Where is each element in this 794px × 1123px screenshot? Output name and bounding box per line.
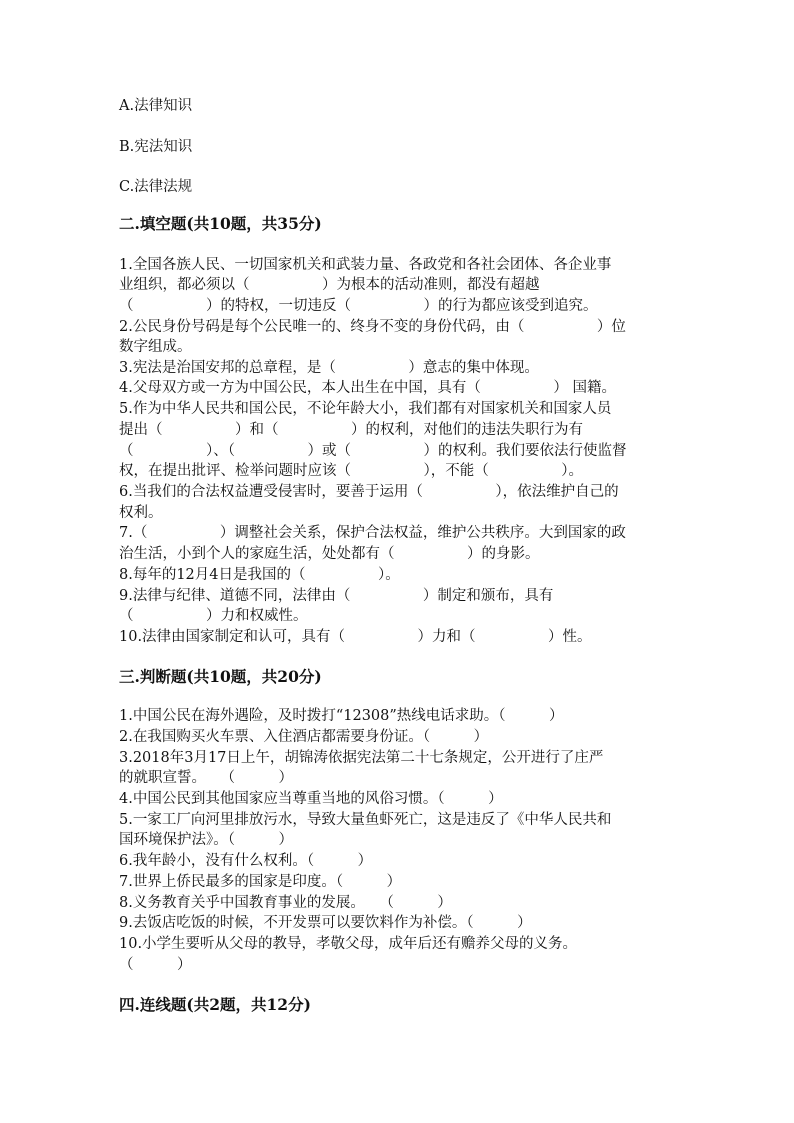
judge-line: 6.我年龄小，没有什么权利。（ ）	[119, 853, 373, 869]
judge-line: 8.义务教育关乎中国教育事业的发展。 （ ）	[119, 895, 452, 911]
option-c: C.法律法规	[119, 179, 193, 195]
option-a: A.法律知识	[119, 98, 193, 114]
fill-line: 数字组成。	[119, 339, 192, 355]
fill-line: 10.法律由国家制定和认可，具有（ ）力和（ ）性。	[119, 629, 592, 645]
fill-line: 权利。	[119, 505, 163, 521]
fill-line: 业组织，都必须以（ ）为根本的活动准则，都没有超越	[119, 277, 540, 293]
judge-line: 2.在我国购买火车票、入住酒店都需要身份证。（ ）	[119, 729, 489, 745]
judge-line: 4.中国公民到其他国家应当尊重当地的风俗习惯。（ ）	[119, 791, 503, 807]
fill-line: 7.（ ）调整社会关系，保护合法权益，维护公共秩序。大到国家的政	[119, 525, 626, 541]
fill-line: 9.法律与纪律、道德不同，法律由（ ）制定和颁布，具有	[119, 588, 554, 604]
judge-line: 7.世界上侨民最多的国家是印度。（ ）	[119, 874, 402, 890]
section-title-fill-in: 二.填空题(共10题，共35分)	[119, 214, 322, 233]
judge-line: 国环境保护法》。（ ）	[119, 832, 293, 848]
fill-line: （ ）力和权威性。	[119, 608, 308, 624]
fill-line: （ ）的特权，一切违反（ ）的行为都应该受到追究。	[119, 298, 598, 314]
fill-line: 权，在提出批评、检举问题时应该（ ），不能（ ）。	[119, 463, 583, 479]
fill-line: 8.每年的12月4日是我国的（ ）。	[119, 567, 400, 583]
fill-line: 3.宪法是治国安邦的总章程，是（ ）意志的集中体现。	[119, 360, 539, 376]
option-b: B.宪法知识	[119, 139, 193, 155]
judge-line: （ ）	[119, 957, 192, 973]
judge-line: 5.一家工厂向河里排放污水，导致大量鱼虾死亡，这是违反了《中华人民共和	[119, 812, 612, 828]
fill-line: 1.全国各族人民、一切国家机关和武装力量、各政党和各社会团体、各企业事	[119, 257, 612, 273]
judge-line: 9.去饭店吃饭的时候，不开发票可以要饮料作为补偿。（ ）	[119, 915, 532, 931]
judge-line: 3.2018年3月17日上午，胡锦涛依据宪法第二十七条规定，公开进行了庄严	[119, 750, 604, 766]
fill-line: 治生活，小到个人的家庭生活，处处都有（ ）的身影。	[119, 546, 540, 562]
judge-line: 10.小学生要听从父母的教导，孝敬父母，成年后还有赡养父母的义务。	[119, 936, 578, 952]
fill-line: 6.当我们的合法权益遭受侵害时，要善于运用（ ），依法维护自己的	[119, 484, 619, 500]
fill-line: 5.作为中华人民共和国公民，不论年龄大小，我们都有对国家机关和国家人员	[119, 401, 612, 417]
judge-line: 1.中国公民在海外遇险，及时拨打“12308”热线电话求助。（ ）	[119, 708, 564, 724]
fill-line: （ ）、（ ）或（ ）的权利。我们要依法行使监督	[119, 443, 627, 459]
fill-line: 提出（ ）和（ ）的权利，对他们的违法失职行为有	[119, 422, 583, 438]
fill-line: 2.公民身份号码是每个公民唯一的、终身不变的身份代码，由（ ）位	[119, 319, 626, 335]
judge-line: 的就职宣誓。 （ ）	[119, 770, 293, 786]
section-title-true-false: 三.判断题(共10题，共20分)	[119, 667, 322, 686]
fill-line: 4.父母双方或一方为中国公民，本人出生在中国，具有（ ） 国籍。	[119, 380, 616, 396]
section-title-matching: 四.连线题(共2题，共12分)	[119, 995, 311, 1014]
